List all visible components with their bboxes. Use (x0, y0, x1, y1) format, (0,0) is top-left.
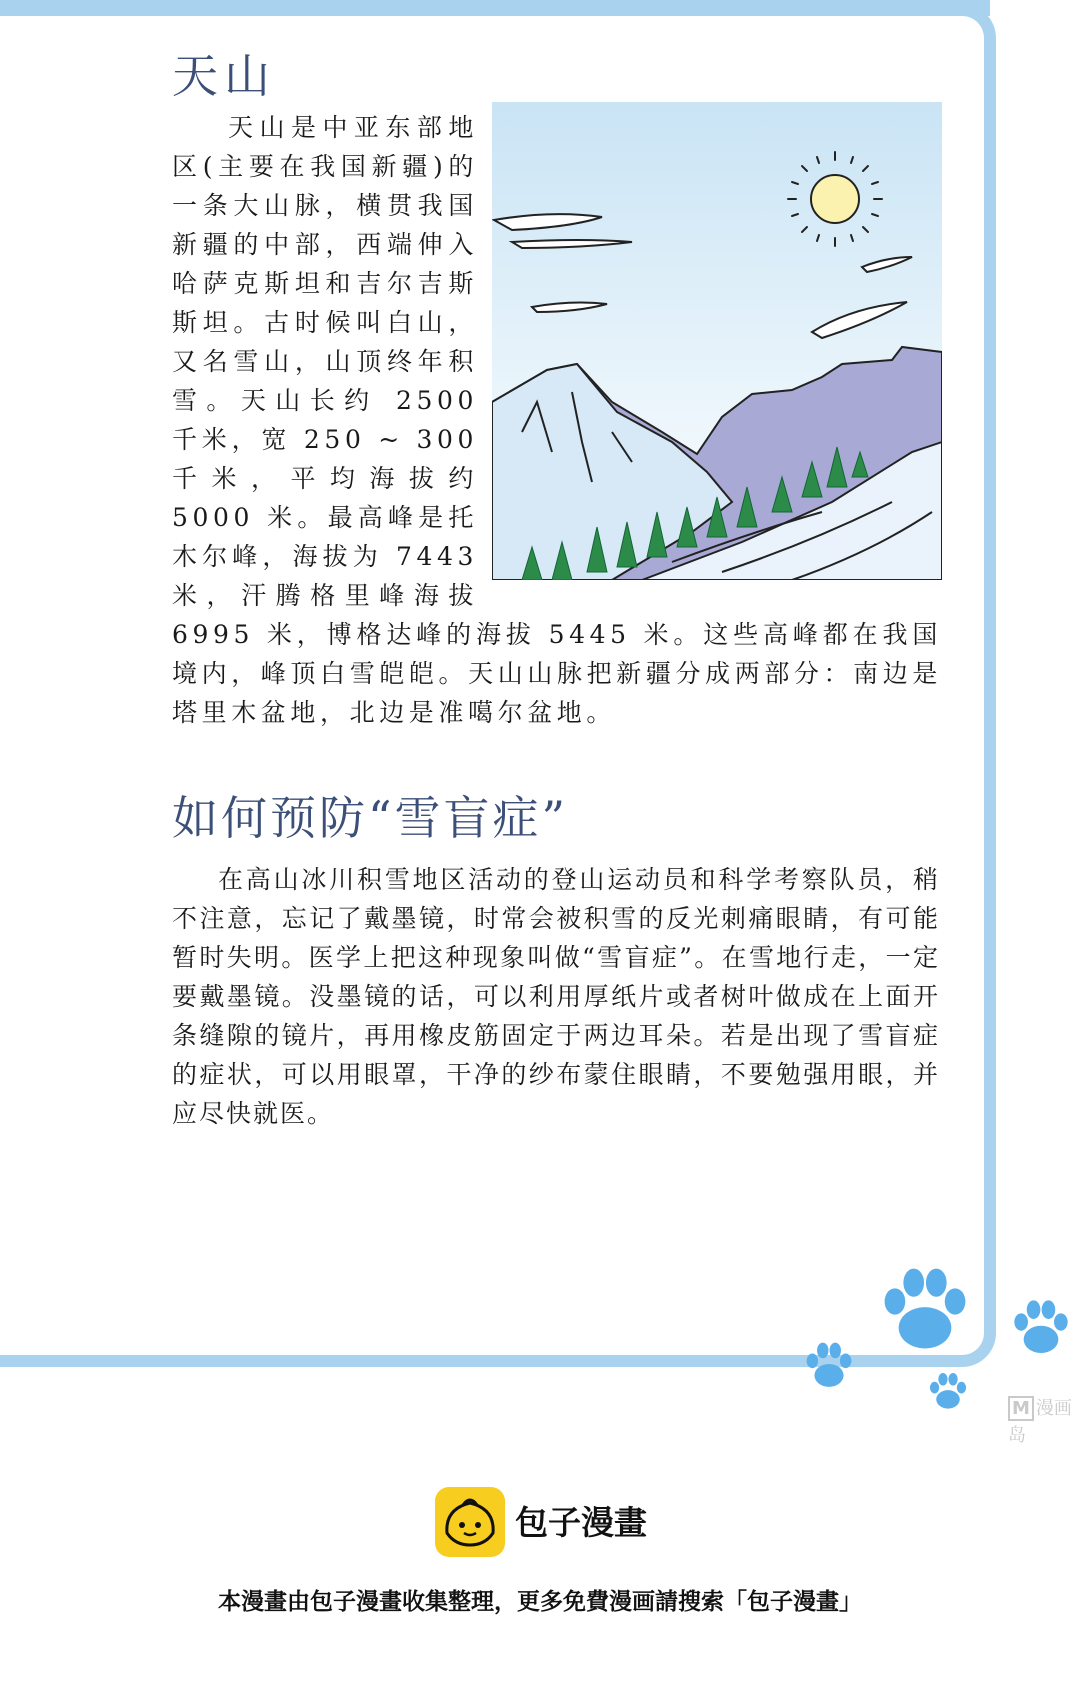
watermark (1008, 1394, 1080, 1447)
section-title-snow-blindness: 如何预防“雪盲症” (172, 791, 569, 845)
baozi-logo-icon (435, 1487, 505, 1557)
watermark-text: 漫画岛 (1008, 1398, 1072, 1446)
snow-mountain-illustration (492, 102, 942, 580)
tianshan-text: 天山是中亚东部地区(主要在我国新疆)的一条大山脉，横贯我国新疆的中部，西端伸入哈萨克斯坦和吉尔吉斯斯坦。古时候叫白山，又名雪山，山顶终年积雪。天山长约 2500 千米，宽 250 ~ 300 千米，平均海拔约 5000 米。最高峰是托木尔峰，海拔为 7443 米，汗腾格里峰海拔 6995 米，博格达峰的海拔 5445 米。这些高峰都在我国境内，峰顶白雪皑皑。天山山脉把新疆分成两部分：南边是塔里木盆地，北边是准噶尔盆地。 (172, 113, 942, 727)
paw-print-icon (802, 1339, 856, 1391)
section-title-tianshan: 天山 (172, 49, 276, 103)
section-body-snow-blindness: 在高山冰川积雪地区活动的登山运动员和科学考察队员，稍不注意，忘记了戴墨镜，时常会被积雪的反光刺痛眼睛，有可能暂时失明。医学上把这种现象叫做“雪盲症”。在雪地行走，一定要戴墨镜。没墨镜的话，可以利用厚纸片或者树叶做成在上面开条缝隙的镜片，再用橡皮筋固定于两边耳朵。若是出现了雪盲症的症状，可以用眼罩，干净的纱布蒙住眼睛，不要勉强用眼，并应尽快就医。 (172, 865, 940, 1128)
paw-print-icon (1008, 1296, 1074, 1358)
paw-print-icon (878, 1260, 972, 1358)
paw-print-icon (926, 1370, 970, 1412)
section-body-tianshan (172, 108, 942, 732)
brand-name: 包子漫畫 (515, 1503, 647, 1542)
footer-note: 本漫畫由包子漫畫收集整理，更多免費漫画請搜索「包子漫畫」 (218, 1589, 862, 1615)
watermark-badge: M (1008, 1396, 1034, 1421)
